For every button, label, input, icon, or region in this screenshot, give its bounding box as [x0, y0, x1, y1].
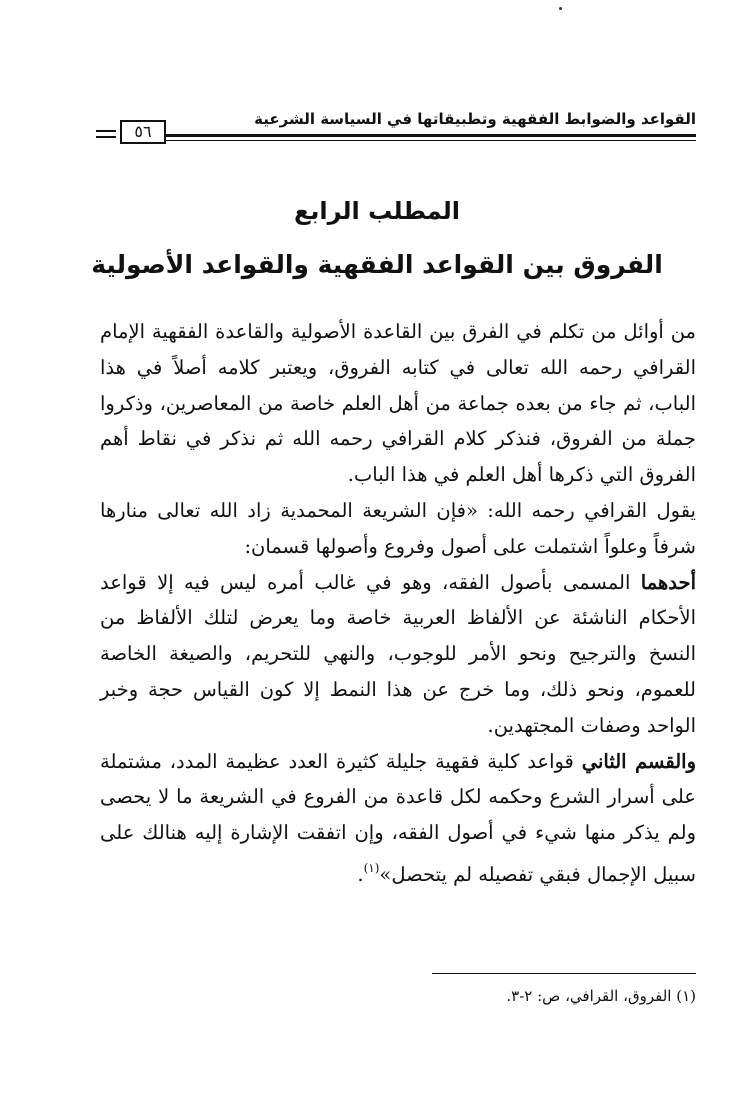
- running-header-title: القواعد والضوابط الفقهية وتطبيقاتها في السياسة الشرعية: [254, 110, 696, 128]
- paragraph-2: يقول القرافي رحمه الله: «فإن الشريعة المحمدية زاد الله تعالى منارها شرفاً وعلواً اشتملت على أصول وفروع وأصولها قسمان:: [100, 498, 696, 558]
- running-header: [96, 104, 696, 148]
- body-text: [100, 314, 696, 893]
- paragraph-3: [100, 565, 696, 744]
- speck-mark: [559, 7, 562, 10]
- header-dash-top: [96, 130, 116, 132]
- paragraph-4-lead: والقسم الثاني: [581, 749, 696, 773]
- footnote: (١) الفروق، القرافي، ص: ٢-٣.: [506, 987, 696, 1005]
- paragraph-4: والقسم الثاني قواعد كلية فقهية جليلة كثيرة العدد عظيمة المدد، مشتملة على أسرار الشرع وحكمه لكل قاعدة من الفروع في الشريعة ما لا يحصى ولم يذكر منها شيء في أصول الفقه، وإن اتفقت الإشارة إليه هنالك على سبيل الإجمال فبقي تفصيله لم يتحصل»$^{(١)}$.: [100, 749, 696, 886]
- footnote-separator: [432, 973, 696, 974]
- header-rule-thick: [166, 134, 696, 137]
- header-dash-bottom: [96, 136, 116, 138]
- paragraph-4-text: قواعد كلية فقهية جليلة كثيرة العدد عظيمة المدد، مشتملة على أسرار الشرع وحكمه لكل قاعدة من الفروع في الشريعة ما لا يحصى ولم يذكر منها شيء في أصول الفقه، وإن اتفقت الإشارة إليه هنالك على سبيل الإجمال فبقي تفصيله لم يتحصل»: [100, 749, 696, 886]
- paragraph-3-lead: أحدهما: [640, 570, 696, 594]
- footnote-reference: (١): [363, 860, 380, 875]
- section-heading: المطلب الرابع: [293, 197, 461, 225]
- paragraph-3-text: المسمى بأصول الفقه، وهو في غالب أمره ليس فيه إلا قواعد الأحكام الناشئة عن الألفاظ العربية خاصة وما يعرض لتلك الألفاظ من النسخ والترجيح ونحو الأمر للوجوب، والنهي للتحريم، والصيغة الخاصة للعموم، ونحو ذلك، وما خرج عن هذا النمط إلا كون القياس حجة وخبر الواحد وصفات المجتهدين.: [100, 570, 696, 737]
- paragraph-1: من أوائل من تكلم في الفرق بين القاعدة الأصولية والقاعدة الفقهية الإمام القرافي رحمه الله تعالى في كتابه الفروق، ويعتبر كلامه أصلاً في هذا الباب، ثم جاء من بعده جماعة من أهل العلم خاصة من المعاصرين، وذكروا جملة من الفروق، فنذكر كلام القرافي رحمه الله ثم نذكر في نقاط أهم الفروق التي ذكرها أهل العلم في هذا الباب.: [100, 320, 696, 487]
- section-title: الفروق بين القواعد الفقهية والقواعد الأصولية: [91, 250, 663, 279]
- header-rule-thin: [166, 140, 696, 141]
- page-number: ٥٦: [120, 120, 166, 144]
